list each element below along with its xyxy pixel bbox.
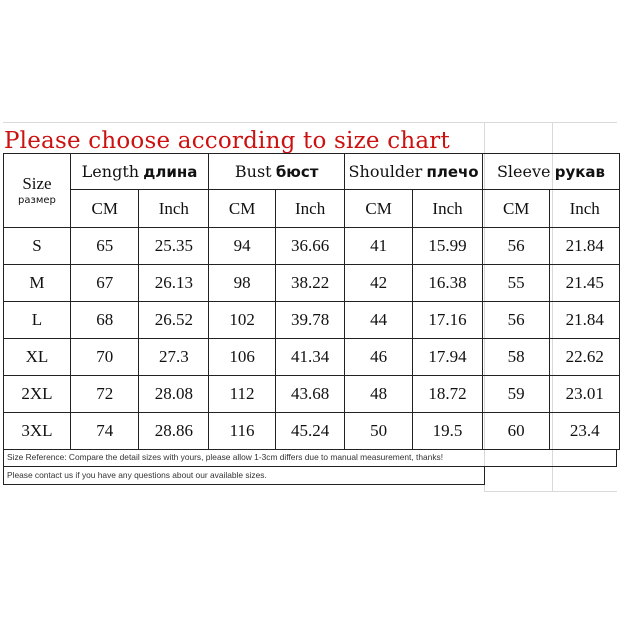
value-cell: 41: [345, 228, 413, 265]
table-row: [4, 413, 620, 450]
value-cell: 102: [209, 302, 276, 339]
grid-line: [484, 491, 617, 492]
value-cell: 21.84: [550, 302, 620, 339]
units-row: [4, 190, 620, 228]
value-cell: 68: [70, 302, 139, 339]
size-label-cell: 3XL: [4, 413, 71, 450]
size-label-cell: M: [4, 265, 71, 302]
value-cell: 38.22: [276, 265, 345, 302]
value-cell: 72: [70, 376, 139, 413]
value-cell: 74: [70, 413, 139, 450]
value-cell: 59: [482, 376, 549, 413]
table-row: [4, 376, 620, 413]
measure-label-ru: плечо: [426, 162, 479, 181]
value-cell: 56: [482, 302, 549, 339]
value-cell: 94: [209, 228, 276, 265]
value-cell: 67: [70, 265, 139, 302]
size-header-ru: размер: [18, 194, 56, 206]
table-row: [4, 302, 620, 339]
value-cell: 48: [345, 376, 413, 413]
measure-label-en: Bust: [234, 161, 272, 181]
value-cell: 106: [209, 339, 276, 376]
size-label-cell: 2XL: [4, 376, 71, 413]
table-row: [4, 265, 620, 302]
measure-header-length: [70, 154, 208, 190]
unit-cell: Inch: [550, 190, 620, 228]
value-cell: 98: [209, 265, 276, 302]
value-cell: 55: [482, 265, 549, 302]
value-cell: 21.84: [550, 228, 620, 265]
value-cell: 56: [482, 228, 549, 265]
value-cell: 65: [70, 228, 139, 265]
measure-header-shoulder: [345, 154, 483, 190]
value-cell: 15.99: [413, 228, 483, 265]
value-cell: 70: [70, 339, 139, 376]
measure-label-en: Length: [81, 161, 140, 181]
value-cell: 25.35: [139, 228, 209, 265]
measure-header-bust: [209, 154, 345, 190]
value-cell: 116: [209, 413, 276, 450]
size-label-cell: XL: [4, 339, 71, 376]
unit-cell: CM: [209, 190, 276, 228]
table-row: [4, 339, 620, 376]
value-cell: 44: [345, 302, 413, 339]
unit-cell: Inch: [276, 190, 345, 228]
value-cell: 21.45: [550, 265, 620, 302]
value-cell: 17.94: [413, 339, 483, 376]
value-cell: 28.08: [139, 376, 209, 413]
value-cell: 23.4: [550, 413, 620, 450]
contact-note: Please contact us if you have any questions about our available sizes.: [3, 467, 485, 485]
value-cell: 58: [482, 339, 549, 376]
chart-title: Please choose according to size chart: [4, 128, 450, 154]
size-chart-table: [3, 153, 620, 450]
unit-cell: CM: [482, 190, 549, 228]
measure-label-ru: рукав: [554, 162, 606, 181]
unit-cell: Inch: [139, 190, 209, 228]
unit-cell: CM: [70, 190, 139, 228]
value-cell: 17.16: [413, 302, 483, 339]
unit-cell: CM: [345, 190, 413, 228]
value-cell: 18.72: [413, 376, 483, 413]
value-cell: 60: [482, 413, 549, 450]
measure-label-ru: бюст: [275, 162, 319, 181]
value-cell: 27.3: [139, 339, 209, 376]
size-header-en: Size: [22, 173, 52, 193]
unit-cell: Inch: [413, 190, 483, 228]
table-row: [4, 228, 620, 265]
measure-label-ru: длина: [143, 162, 198, 181]
value-cell: 45.24: [276, 413, 345, 450]
header-row: [4, 154, 620, 190]
value-cell: 43.68: [276, 376, 345, 413]
value-cell: 50: [345, 413, 413, 450]
value-cell: 42: [345, 265, 413, 302]
value-cell: 23.01: [550, 376, 620, 413]
measure-label-en: Shoulder: [348, 161, 423, 181]
size-label-cell: L: [4, 302, 71, 339]
measure-header-sleeve: [482, 154, 619, 190]
measure-label-en: Sleeve: [496, 161, 551, 181]
size-header-cell: [4, 154, 71, 228]
value-cell: 28.86: [139, 413, 209, 450]
value-cell: 39.78: [276, 302, 345, 339]
value-cell: 46: [345, 339, 413, 376]
size-label-cell: S: [4, 228, 71, 265]
size-reference-note: Size Reference: Compare the detail sizes with yours, please allow 1-3cm differs due to manual measurement, thanks!: [3, 449, 617, 467]
value-cell: 19.5: [413, 413, 483, 450]
value-cell: 22.62: [550, 339, 620, 376]
value-cell: 26.52: [139, 302, 209, 339]
grid-line: [3, 122, 617, 123]
value-cell: 26.13: [139, 265, 209, 302]
value-cell: 41.34: [276, 339, 345, 376]
value-cell: 112: [209, 376, 276, 413]
value-cell: 36.66: [276, 228, 345, 265]
value-cell: 16.38: [413, 265, 483, 302]
